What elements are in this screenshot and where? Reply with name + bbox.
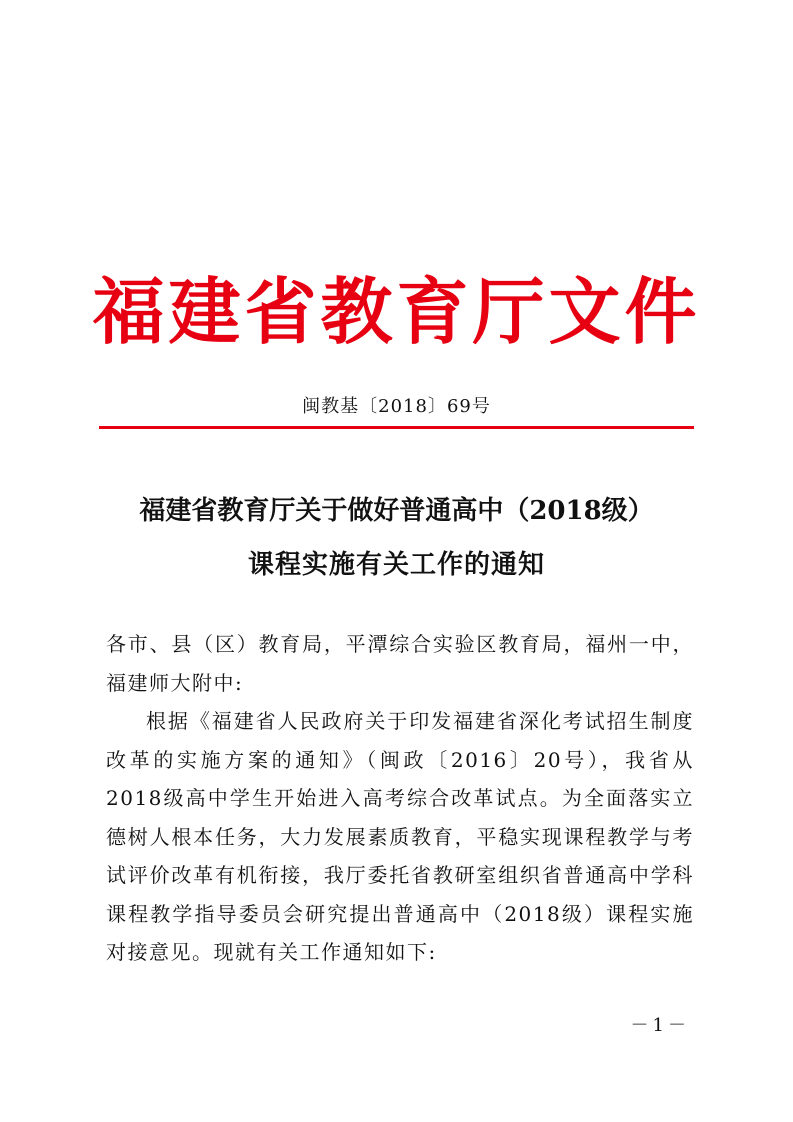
document-title-line-1: 福建省教育厅关于做好普通高中（2018级） — [139, 496, 654, 526]
body-paragraph-1: 根据《福建省人民政府关于印发福建省深化考试招生制度改革的实施方案的通知》（闽政〔2016〕20号），我省从2018级高中学生开始进入高考综合改革试点。为全面落实立德树人根本任务，大力发展素质教育，平稳实现课程教学与考试评价改革有机衔接，我厅委托省教研室组织省普通高中学科课程教学指导委员会研究提出普通高中（2018级）课程实施对接意见。现就有关工作通知如下: — [106, 709, 694, 964]
document-body — [106, 625, 694, 972]
page-number: －1－ — [630, 1015, 690, 1036]
red-divider-rule — [99, 426, 694, 429]
document-title-line-2: 课程实施有关工作的通知 — [247, 550, 545, 580]
document-masthead: 福建省教育厅文件 — [92, 269, 701, 354]
salutation: 各市、县（区）教育局，平潭综合实验区教育局，福州一中，福建师大附中: — [106, 632, 694, 695]
document-number: 闽教基〔2018〕69号 — [302, 396, 491, 417]
